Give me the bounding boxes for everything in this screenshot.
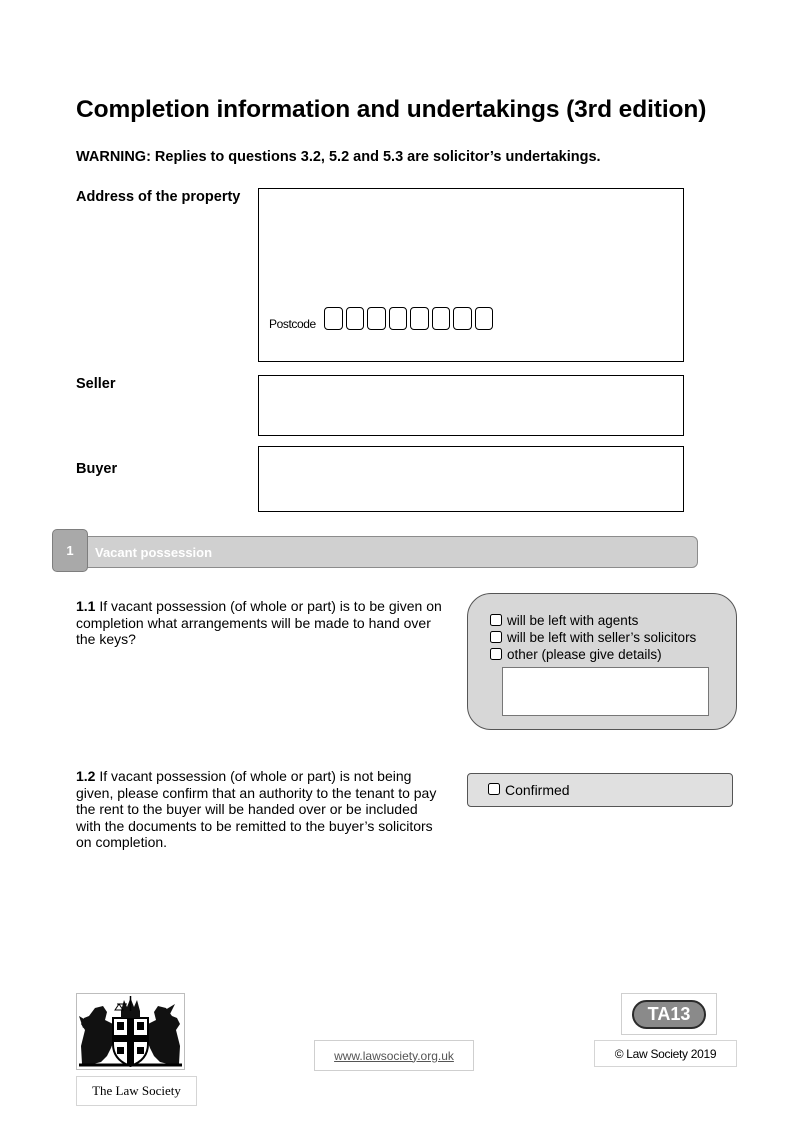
postcode-cell[interactable]	[475, 307, 494, 330]
option-agents[interactable]	[490, 613, 638, 628]
option-label: will be left with agents	[507, 613, 639, 628]
postcode-cell[interactable]	[324, 307, 343, 330]
question-1-2	[76, 768, 441, 851]
question-text: If vacant possession (of whole or part) is to be given on completion what arrangements will be made to hand over the keys?	[76, 598, 442, 647]
postcode-cell[interactable]	[346, 307, 365, 330]
postcode-cell[interactable]	[367, 307, 386, 330]
postcode-cell[interactable]	[453, 307, 472, 330]
postcode-cell[interactable]	[410, 307, 429, 330]
option-label: will be left with seller’s solicitors	[507, 630, 697, 645]
confirm-panel	[467, 773, 733, 807]
seller-label: Seller	[76, 376, 116, 392]
page-title: Completion information and undertakings (3rd edition)	[76, 96, 707, 123]
checkbox-icon[interactable]	[490, 648, 502, 660]
law-society-logo	[76, 993, 185, 1070]
form-code-badge: TA13	[632, 1000, 706, 1029]
keys-options-panel	[467, 593, 737, 730]
question-text: If vacant possession (of whole or part) is not being given, please confirm that an authority to the tenant to pay the rent to the buyer will be handed over or be included with the documents to be remitted to the buyer’s solicitors on completion.	[76, 768, 437, 850]
section-title: Vacant possession	[95, 545, 213, 560]
organisation-name: The Law Society	[76, 1076, 197, 1106]
law-society-crest-icon	[77, 994, 184, 1069]
question-number: 1.2	[76, 768, 96, 784]
checkbox-icon[interactable]	[490, 631, 502, 643]
buyer-label: Buyer	[76, 461, 118, 477]
option-label: other (please give details)	[507, 647, 662, 662]
postcode-label: Postcode	[269, 317, 316, 331]
copyright-notice: © Law Society 2019	[594, 1040, 737, 1067]
option-sellers-solicitors[interactable]	[490, 630, 696, 645]
website-link[interactable]: www.lawsociety.org.uk	[314, 1040, 474, 1071]
question-number: 1.1	[76, 598, 96, 614]
question-1-1	[76, 598, 446, 648]
checkbox-icon[interactable]	[488, 783, 500, 795]
buyer-field[interactable]	[258, 446, 684, 512]
option-other[interactable]	[490, 647, 662, 662]
postcode-input[interactable]	[324, 307, 493, 330]
postcode-cell[interactable]	[389, 307, 408, 330]
undertakings-warning: WARNING: Replies to questions 3.2, 5.2 and 5.3 are solicitor’s undertakings.	[76, 149, 601, 165]
address-field[interactable]	[258, 188, 684, 362]
seller-field[interactable]	[258, 375, 684, 436]
section-number: 1	[52, 529, 88, 572]
option-confirmed[interactable]	[488, 782, 570, 798]
postcode-cell[interactable]	[432, 307, 451, 330]
form-code-box	[621, 993, 717, 1035]
option-label: Confirmed	[505, 782, 570, 798]
other-details-field[interactable]	[502, 667, 709, 716]
address-label: Address of the property	[76, 189, 241, 205]
checkbox-icon[interactable]	[490, 614, 502, 626]
